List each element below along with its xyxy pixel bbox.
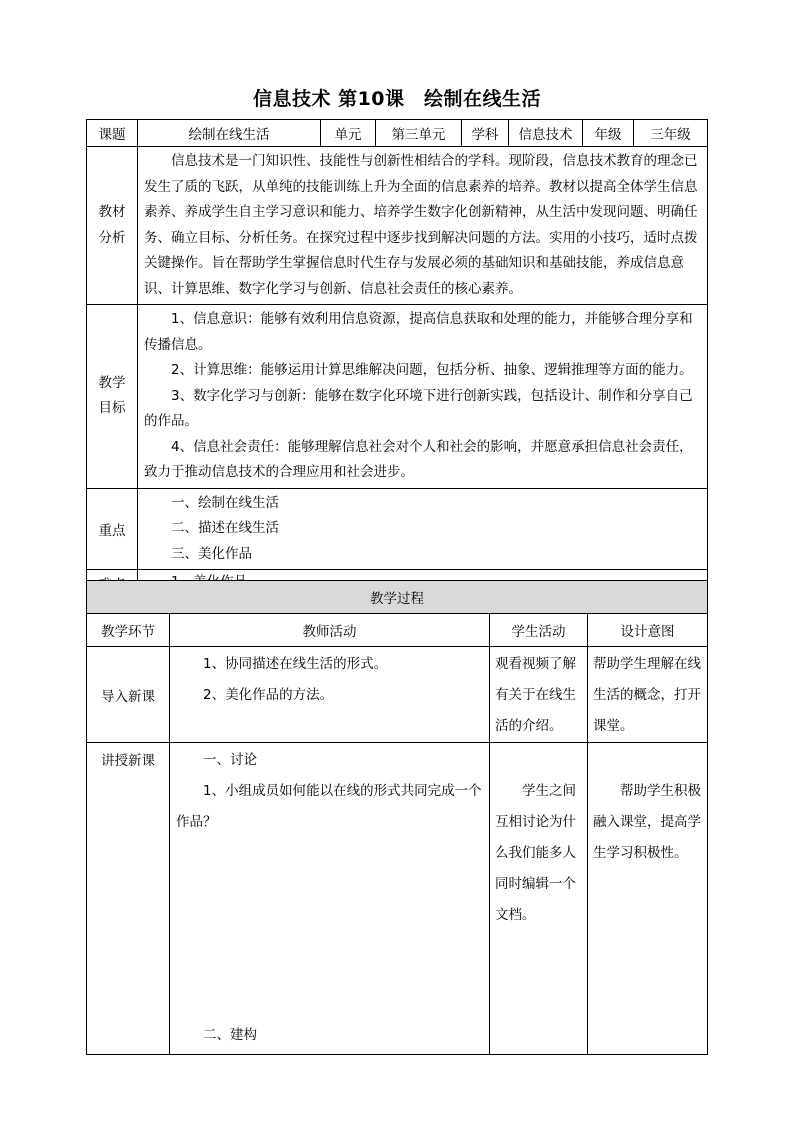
intro-student-cell bbox=[490, 647, 588, 743]
intro-intent-text: 帮助学生理解在线生活的概念，打开课堂。 bbox=[593, 656, 701, 734]
analysis-cell bbox=[138, 147, 708, 305]
goal-item: 1、信息意识：能够有效利用信息资源，提高信息获取和处理的能力，并能够合理分享和传播信息。 bbox=[144, 311, 693, 353]
intro-teacher-item: 1、协同描述在线生活的形式。 bbox=[203, 656, 388, 672]
grade-label: 年级 bbox=[583, 120, 634, 147]
analysis-text: 信息技术是一门知识性、技能性与创新性相结合的学科。现阶段，信息技术教育的理念已发生了质的飞跃，从单纯的技能训练上升为全面的信息素养的培养。教材以提高全体学生信息素养、养成学生自主学习意识和能力、培养学生数字化创新精神，从生活中发现问题、明确任务、确立目标、分析任务。在探究过程中逐步找到解决问题的方法。实用的小技巧，适时点拨关键操作。旨在帮助学生掌握信息时代生存与发展必须的基础知识和基础技能，养成信息意识、计算思维、数字化学习与创新、信息社会责任的核心素养。 bbox=[144, 153, 698, 297]
page-title: 信息技术 第10课 绘制在线生活 bbox=[252, 88, 542, 110]
new-teacher-cell bbox=[170, 743, 490, 1055]
intro-teacher-cell bbox=[170, 647, 490, 743]
column-header-intent: 设计意图 bbox=[588, 614, 708, 647]
keypoint-item: 二、描述在线生活 bbox=[171, 520, 279, 536]
new-student-cell bbox=[490, 743, 588, 1055]
intro-teacher-item: 2、美化作品的方法。 bbox=[203, 687, 334, 703]
grade-value: 三年级 bbox=[634, 120, 708, 147]
new-student-text: 学生之间互相讨论为什么我们能多人同时编辑一个文档。 bbox=[495, 783, 576, 923]
goal-item: 2、计算思维：能够运用计算思维解决问题，包括分析、抽象、逻辑推理等方面的能力。 bbox=[171, 362, 693, 378]
intro-intent-cell bbox=[588, 647, 708, 743]
keypoints-label: 重点 bbox=[87, 488, 138, 570]
column-header-teacher: 教师活动 bbox=[170, 614, 490, 647]
keti-label: 课题 bbox=[87, 120, 138, 147]
goals-cell bbox=[138, 305, 708, 489]
new-teacher-heading-2: 二、建构 bbox=[203, 1027, 257, 1043]
unit-value: 第三单元 bbox=[376, 120, 462, 147]
keti-value: 绘制在线生活 bbox=[138, 120, 321, 147]
lesson-info-table bbox=[86, 119, 708, 597]
new-teacher-question: 1、小组成员如何能以在线的形式共同完成一个作品？ bbox=[176, 783, 482, 830]
unit-label: 单元 bbox=[321, 120, 376, 147]
column-header-student: 学生活动 bbox=[490, 614, 588, 647]
subject-label: 学科 bbox=[462, 120, 509, 147]
goals-label-line1: 教学 bbox=[98, 374, 126, 391]
keypoint-item: 三、美化作品 bbox=[171, 545, 252, 562]
keypoints-cell bbox=[138, 488, 708, 570]
analysis-label-line1: 教材 bbox=[98, 204, 126, 220]
new-intent-cell bbox=[588, 743, 708, 1055]
subject-value: 信息技术 bbox=[509, 120, 583, 147]
intro-stage: 导入新课 bbox=[87, 647, 170, 743]
goal-item: 4、信息社会责任：能够理解信息社会对个人和社会的影响，并愿意承担信息社会责任，致力于推动信息技术的合理应用和社会进步。 bbox=[144, 438, 693, 480]
process-header: 教学过程 bbox=[87, 581, 708, 614]
goal-item: 3、数字化学习与创新：能够在数字化环境下进行创新实践，包括设计、制作和分享自己的作品。 bbox=[144, 387, 693, 429]
goals-label bbox=[87, 305, 138, 489]
new-stage: 讲授新课 bbox=[87, 743, 170, 1055]
teaching-process-table bbox=[86, 580, 708, 1055]
keypoint-item: 一、绘制在线生活 bbox=[171, 494, 279, 511]
new-teacher-heading: 一、讨论 bbox=[203, 752, 257, 768]
column-header-stage: 教学环节 bbox=[87, 614, 170, 647]
analysis-label-line2: 分析 bbox=[98, 229, 126, 246]
intro-student-text: 观看视频了解有关于在线生活的介绍。 bbox=[495, 656, 576, 734]
analysis-label bbox=[87, 147, 138, 305]
goals-label-line2: 目标 bbox=[98, 400, 126, 417]
new-intent-text: 帮助学生积极融入课堂，提高学生学习积极性。 bbox=[593, 783, 701, 861]
